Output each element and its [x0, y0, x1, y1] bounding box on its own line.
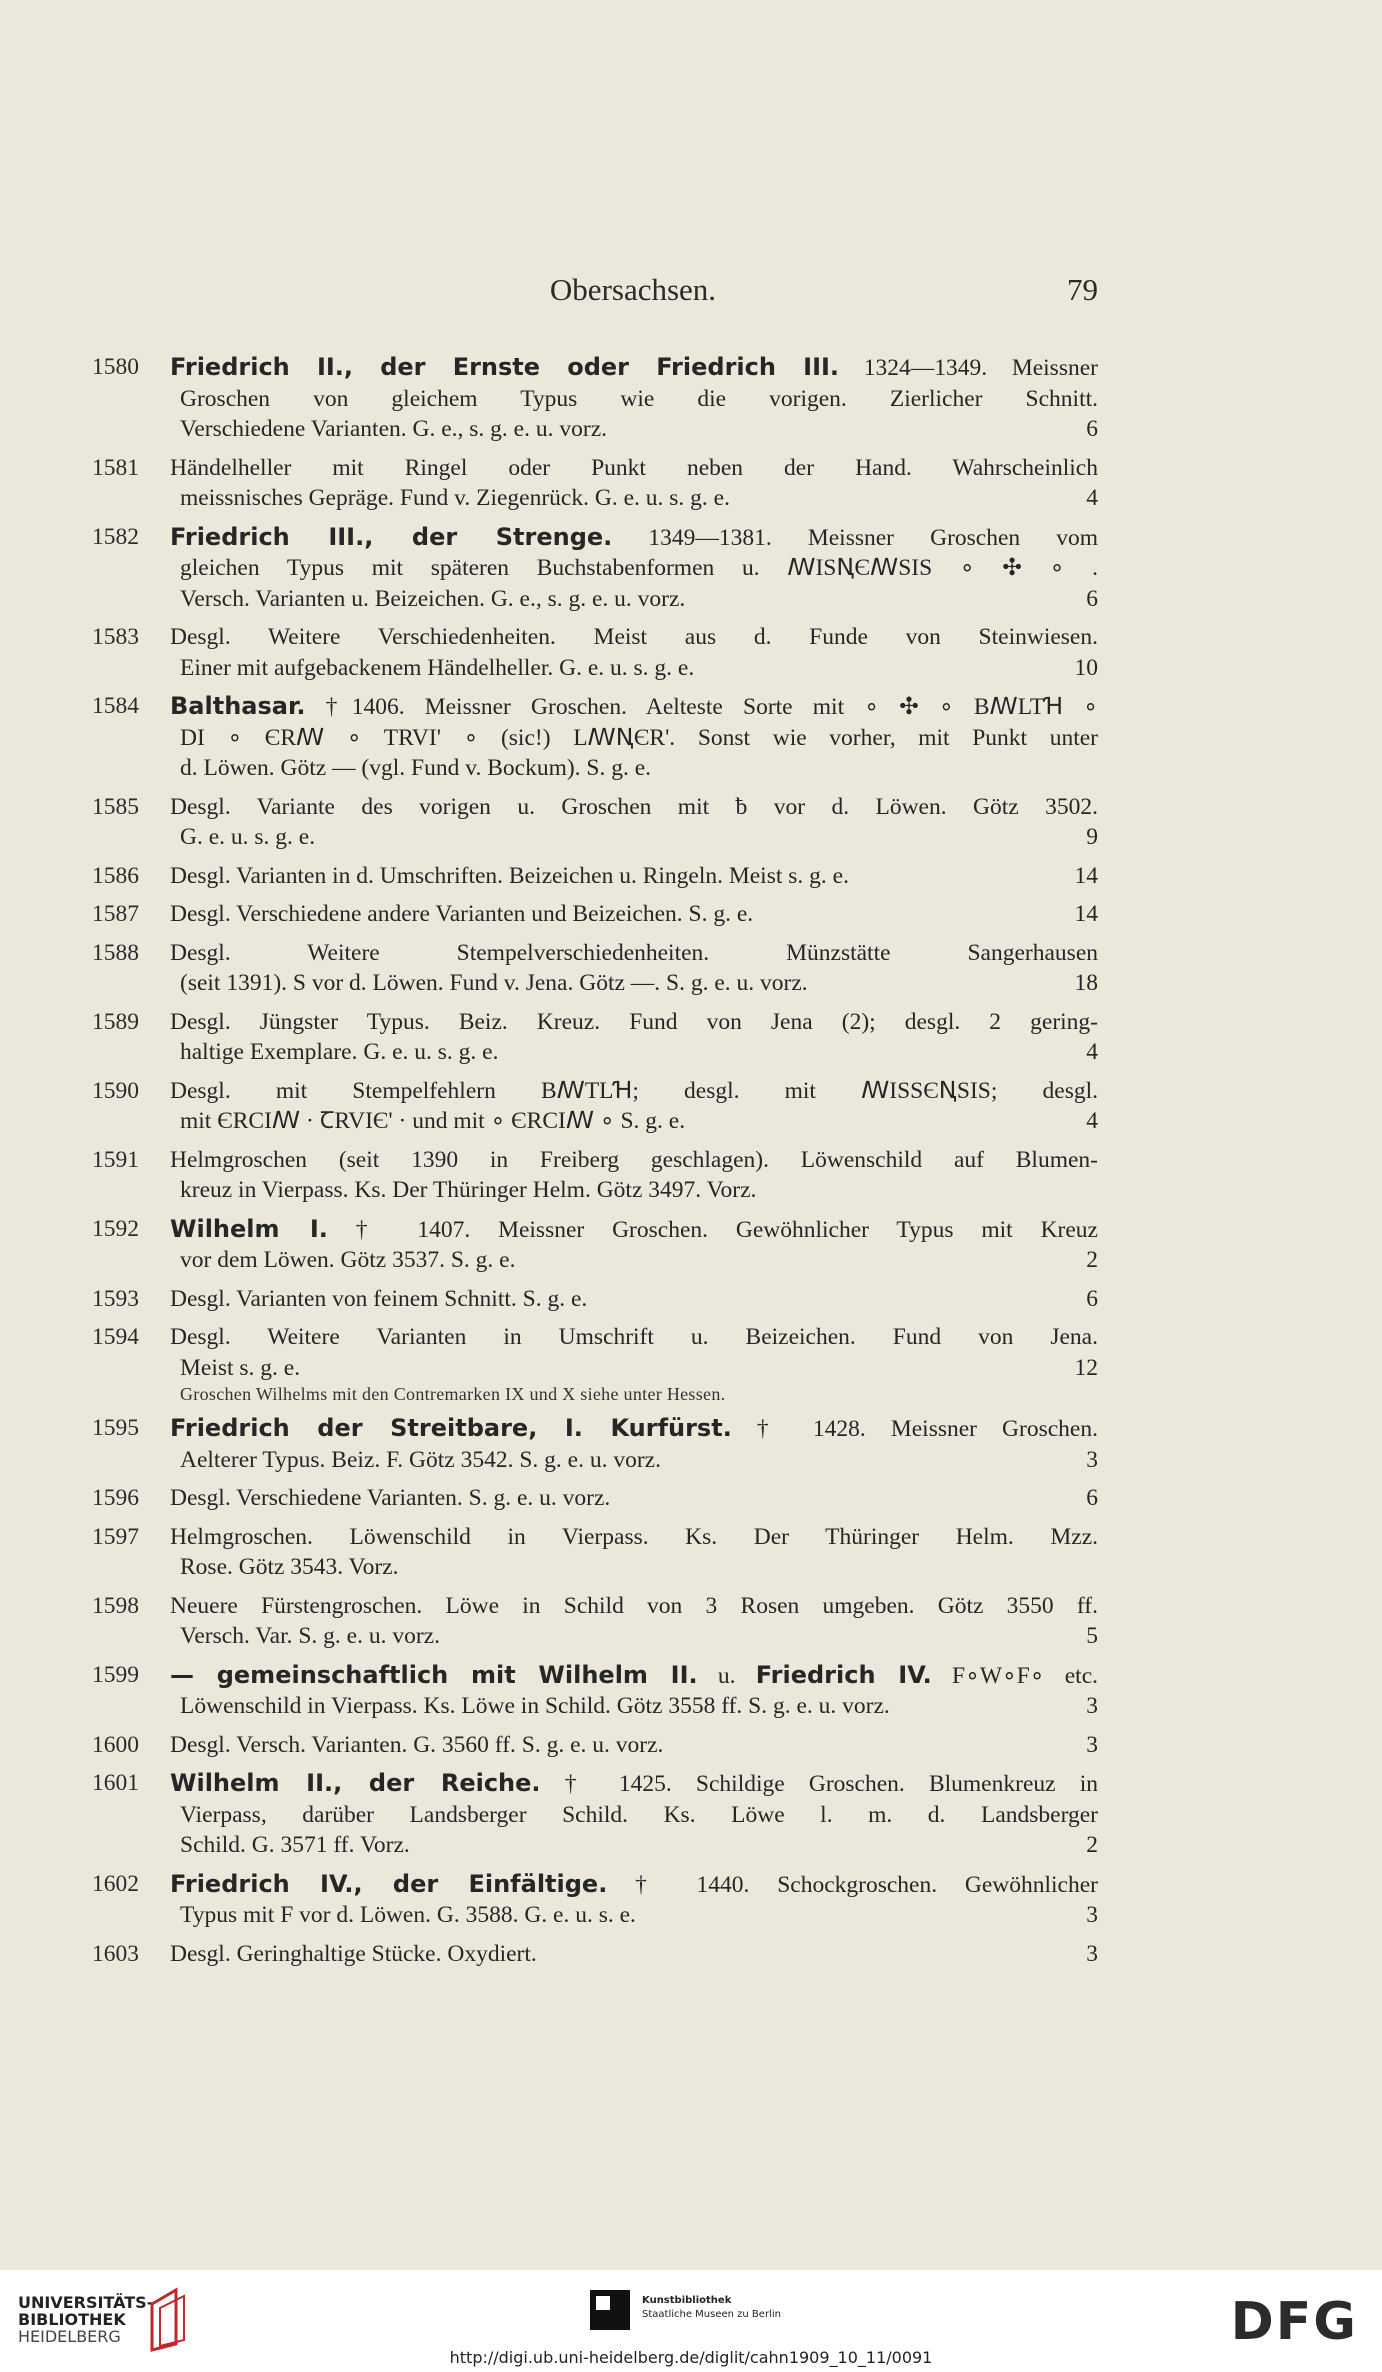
entry-text: Händelheller mit Ringel oder Punkt neben der Hand. Wahrscheinlich [170, 454, 1098, 481]
entry-footnote: Groschen Wilhelms mit den Contremarken IX und X siehe unter Hessen. [180, 1384, 726, 1404]
entry-text: Helmgroschen (seit 1390 in Freiberg geschlagen). Löwenschild auf Blumen- [170, 1146, 1098, 1173]
entry-text: (seit 1391). S vor d. Löwen. Fund v. Jena. Götz —. S. g. e. u. vorz. [180, 970, 808, 996]
entry-text: haltige Exemplare. G. e. u. s. g. e. [180, 1039, 499, 1065]
entry-line [170, 1106, 1098, 1137]
entry-text: Desgl. Varianten in d. Umschriften. Beizeichen u. Ringeln. Meist s. g. e. [170, 862, 849, 889]
ruler-name: — gemeinschaftlich mit Wilhelm II. [170, 1660, 698, 1689]
catalogue-entry [92, 522, 1098, 615]
entry-number: 1595 [92, 1415, 139, 1441]
entry-text: u. [697, 1662, 756, 1689]
entry-price: 4 [1086, 1108, 1098, 1134]
entry-line [170, 1552, 1098, 1583]
uni-line-1: UNIVERSITÄTS- [18, 2293, 154, 2312]
entry-number: 1586 [92, 862, 139, 889]
entry-line [170, 1145, 1098, 1176]
ruler-name: Balthasar. [170, 692, 306, 720]
entry-text: Desgl. Weitere Stempelverschiedenheiten. Münzstätte Sangerhausen [170, 939, 1098, 966]
ruler-name: Wilhelm II., der Reiche. [170, 1769, 541, 1797]
entry-text: Desgl. Verschiedene andere Varianten und Beizeichen. S. g. e. [170, 901, 754, 927]
entry-line [170, 522, 1098, 554]
entry-line [170, 384, 1098, 415]
entry-number: 1598 [92, 1592, 139, 1619]
entry-number: 1585 [92, 793, 139, 820]
kunstbibliothek-icon [590, 2290, 630, 2330]
entry-text: Helmgroschen. Löwenschild in Vierpass. Ks. Der Thüringer Helm. Mzz. [170, 1523, 1098, 1550]
entry-price: 3 [1086, 1731, 1098, 1758]
uni-line-2: BIBLIOTHEK [18, 2310, 126, 2329]
entry-text: Desgl. Variante des vorigen u. Groschen mit ƀ vor d. Löwen. Götz 3502. [170, 793, 1098, 820]
entry-text: Vierpass, darüber Landsberger Schild. Ks. Löwe l. m. d. Landsberger [180, 1801, 1098, 1828]
entry-line [170, 584, 1098, 615]
entry-line [170, 553, 1098, 584]
entry-line [170, 792, 1098, 823]
uni-line-3: HEIDELBERG [18, 2327, 121, 2346]
entry-price: 3 [1086, 1693, 1098, 1719]
entry-text: Desgl. Verschiedene Varianten. S. g. e. u. vorz. [170, 1485, 611, 1511]
ruler-name: Friedrich IV., der Einfältige. [170, 1869, 608, 1898]
entry-price: 2 [1086, 1832, 1098, 1858]
entry-number: 1601 [92, 1770, 139, 1796]
entry-number: 1587 [92, 901, 139, 927]
catalogue-entry [92, 938, 1098, 999]
entry-number: 1584 [92, 693, 139, 719]
entry-text: mit ЄRCIꟿ · ꞆRVIЄ' · und mit ∘ ЄRCIꟿ ∘ S. g. e. [180, 1108, 686, 1134]
footer-bar [0, 2270, 1382, 2372]
entry-number: 1594 [92, 1324, 139, 1350]
entry-text: G. e. u. s. g. e. [180, 824, 316, 850]
catalogue-entry [92, 1730, 1098, 1761]
entry-text: Desgl. Jüngster Typus. Beiz. Kreuz. Fund von Jena (2); desgl. 2 gering- [170, 1008, 1098, 1035]
entry-number: 1591 [92, 1146, 139, 1173]
entry-price: 3 [1086, 1446, 1098, 1473]
entry-line [170, 1037, 1098, 1068]
entry-text: Desgl. Weitere Verschiedenheiten. Meist aus d. Funde von Steinwiesen. [170, 624, 1098, 650]
entry-line [170, 1660, 1098, 1692]
entry-line [170, 1691, 1098, 1722]
entry-text: Desgl. Varianten von feinem Schnitt. S. g. e. [170, 1285, 588, 1312]
university-library-logo-text [18, 2294, 153, 2345]
entry-line [170, 1900, 1098, 1931]
catalogue-entry [92, 861, 1098, 892]
catalogue-entry [92, 1522, 1098, 1583]
kb-line-2: Staatliche Museen zu Berlin [642, 2309, 781, 2320]
entry-number: 1593 [92, 1285, 139, 1312]
entry-text: Verschiedene Varianten. G. e., s. g. e. u. vorz. [180, 416, 607, 442]
entry-line [170, 822, 1098, 853]
entry-line [170, 691, 1098, 723]
entry-text: kreuz in Vierpass. Ks. Der Thüringer Helm. Götz 3497. Vorz. [180, 1177, 757, 1203]
catalogue-entry [92, 1214, 1098, 1276]
entry-line [170, 1522, 1098, 1553]
entry-line [170, 352, 1098, 384]
entry-price: 6 [1086, 585, 1098, 612]
entry-text: † 1425. Schildige Groschen. Blumenkreuz in [540, 1771, 1098, 1797]
entry-text: † 1428. Meissner Groschen. [731, 1416, 1098, 1442]
entry-line [170, 1768, 1098, 1800]
entry-line [170, 1284, 1098, 1315]
entry-line [170, 1076, 1098, 1107]
entry-text: Meist s. g. e. [180, 1354, 301, 1381]
entry-text: Desgl. mit Stempelfehlern BꟿTLꞪ; desgl. mit ꟿISSЄꞐSIS; desgl. [170, 1077, 1098, 1104]
entry-line [170, 1322, 1098, 1353]
ruler-name: Friedrich II., der Ernste oder Friedrich III. [170, 353, 840, 381]
entry-text: d. Löwen. Götz — (vgl. Fund v. Bockum). S. g. e. [180, 755, 652, 781]
entry-text: Schild. G. 3571 ff. Vorz. [180, 1832, 410, 1858]
catalogue-entries [92, 352, 1098, 1977]
catalogue-entry [92, 1145, 1098, 1206]
entry-price: 2 [1086, 1247, 1098, 1273]
entry-number: 1581 [92, 454, 139, 481]
entry-line [170, 1869, 1098, 1901]
entry-line [170, 1621, 1098, 1652]
catalogue-entry [92, 1768, 1098, 1861]
entry-text: 1349—1381. Meissner Groschen vom [612, 524, 1099, 551]
entry-text: DI ∘ ЄRꟿ ∘ TRVI' ∘ (sic!) LꟿꞐЄR'. Sonst wie vorher, mit Punkt unter [180, 724, 1098, 751]
catalogue-entry [92, 1322, 1098, 1405]
entry-line [170, 1591, 1098, 1622]
entry-number: 1599 [92, 1661, 139, 1688]
entry-number: 1582 [92, 523, 139, 550]
entry-text: vor dem Löwen. Götz 3537. S. g. e. [180, 1247, 516, 1273]
entry-price: 3 [1086, 1940, 1098, 1967]
catalogue-entry [92, 1284, 1098, 1315]
entry-number: 1590 [92, 1077, 139, 1104]
entry-line [170, 1830, 1098, 1861]
dfg-logo: DFG [1230, 2292, 1358, 2352]
entry-number: 1580 [92, 354, 139, 380]
source-url[interactable]: http://digi.ub.uni-heidelberg.de/diglit/cahn1909_10_11/0091 [449, 2348, 933, 2367]
entry-text: Desgl. Weitere Varianten in Umschrift u. Beizeichen. Fund von Jena. [170, 1324, 1098, 1350]
heidelberg-logo-icon [146, 2284, 190, 2354]
entry-line [170, 1939, 1098, 1970]
entry-text: F∘W∘F∘ etc. [931, 1662, 1099, 1689]
entry-line [170, 653, 1098, 684]
page-header [168, 272, 1098, 312]
catalogue-entry [92, 622, 1098, 683]
entry-price: 6 [1086, 416, 1098, 442]
entry-line [170, 414, 1098, 445]
catalogue-entry [92, 1076, 1098, 1137]
entry-text: Neuere Fürstengroschen. Löwe in Schild von 3 Rosen umgeben. Götz 3550 ff. [170, 1592, 1098, 1619]
entry-price: 4 [1086, 485, 1098, 511]
catalogue-entry [92, 1413, 1098, 1475]
ruler-name: Wilhelm I. [170, 1214, 328, 1243]
catalogue-entry [92, 899, 1098, 930]
entry-price: 3 [1086, 1902, 1098, 1928]
entry-price: 6 [1086, 1285, 1098, 1312]
entry-text: Aelterer Typus. Beiz. F. Götz 3542. S. g. e. u. vorz. [180, 1446, 661, 1473]
entry-line [170, 1175, 1098, 1206]
entry-number: 1597 [92, 1523, 139, 1550]
catalogue-entry [92, 1007, 1098, 1068]
entry-number: 1602 [92, 1870, 139, 1897]
entry-text: Desgl. Versch. Varianten. G. 3560 ff. S. g. e. u. vorz. [170, 1731, 664, 1758]
entry-line [170, 1413, 1098, 1445]
entry-line [170, 1445, 1098, 1476]
entry-line [170, 861, 1098, 892]
entry-text: Groschen von gleichem Typus wie die vorigen. Zierlicher Schnitt. [180, 385, 1098, 412]
entry-text: Desgl. Geringhaltige Stücke. Oxydiert. [170, 1940, 537, 1967]
entry-line [170, 1353, 1098, 1384]
entry-line [170, 1730, 1098, 1761]
catalogue-entry [92, 691, 1098, 784]
entry-line [170, 753, 1098, 784]
entry-price: 4 [1086, 1039, 1098, 1065]
catalogue-entry [92, 1869, 1098, 1931]
entry-line [170, 938, 1098, 969]
entry-number: 1589 [92, 1008, 139, 1035]
entry-text: 1324—1349. Meissner [839, 355, 1098, 381]
ruler-name: Friedrich III., der Strenge. [170, 522, 613, 551]
catalogue-entry [92, 453, 1098, 514]
entry-number: 1603 [92, 1940, 139, 1967]
entry-price: 18 [1074, 970, 1098, 996]
entry-text: † 1407. Meissner Groschen. Gewöhnlicher Typus mit Kreuz [327, 1216, 1098, 1243]
entry-text: Versch. Varianten u. Beizeichen. G. e., s. g. e. u. vorz. [180, 585, 686, 612]
entry-price: 6 [1086, 1485, 1098, 1511]
entry-line [170, 723, 1098, 754]
entry-price: 5 [1086, 1623, 1098, 1649]
entry-number: 1592 [92, 1215, 139, 1242]
entry-text: †1406. Meissner Groschen. Aelteste Sorte mit ∘ ✣ ∘ BꟿLTꞪ ∘ [305, 694, 1098, 720]
catalogue-entry [92, 1939, 1098, 1970]
entry-text: † 1440. Schockgroschen. Gewöhnlicher [607, 1871, 1098, 1898]
entry-number: 1588 [92, 939, 139, 966]
entry-text: Typus mit F vor d. Löwen. G. 3588. G. e. u. s. e. [180, 1902, 636, 1928]
entry-line [170, 1214, 1098, 1246]
entry-number: 1596 [92, 1485, 139, 1511]
entry-text: meissnisches Gepräge. Fund v. Ziegenrück. G. e. u. s. g. e. [180, 485, 730, 511]
catalogue-entry [92, 792, 1098, 853]
entry-text: Rose. Götz 3543. Vorz. [180, 1554, 399, 1580]
entry-text: Einer mit aufgebackenem Händelheller. G. e. u. s. g. e. [180, 654, 695, 681]
entry-price: 12 [1074, 1354, 1098, 1381]
entry-price: 10 [1074, 654, 1098, 681]
catalogue-entry [92, 352, 1098, 445]
entry-text: Versch. Var. S. g. e. u. vorz. [180, 1623, 440, 1649]
entry-line [170, 483, 1098, 514]
entry-line [170, 968, 1098, 999]
entry-text: Löwenschild in Vierpass. Ks. Löwe in Schild. Götz 3558 ff. S. g. e. u. vorz. [180, 1693, 890, 1719]
page-title: Obersachsen. [549, 272, 717, 307]
entry-line [170, 1245, 1098, 1276]
page-number: 79 [1067, 272, 1098, 307]
entry-line [170, 1800, 1098, 1831]
entry-price: 9 [1086, 824, 1098, 850]
entry-line [170, 1483, 1098, 1514]
entry-line [170, 453, 1098, 484]
entry-line [170, 622, 1098, 653]
ruler-name: Friedrich IV. [755, 1660, 932, 1689]
entry-number: 1600 [92, 1731, 139, 1758]
ruler-name: Friedrich der Streitbare, I. Kurfürst. [170, 1414, 732, 1442]
catalogue-entry [92, 1483, 1098, 1514]
kb-line-1: Kunstbibliothek [642, 2295, 732, 2306]
catalogue-entry [92, 1660, 1098, 1722]
entry-line [170, 1007, 1098, 1038]
catalogue-entry [92, 1591, 1098, 1652]
entry-line [170, 899, 1098, 930]
entry-price: 14 [1074, 901, 1098, 927]
entry-number: 1583 [92, 624, 139, 650]
entry-price: 14 [1074, 862, 1098, 889]
entry-text: gleichen Typus mit späteren Buchstabenformen u. ꟿISꞐЄꟿSIS ∘ ✣ ∘ . [180, 555, 1098, 581]
